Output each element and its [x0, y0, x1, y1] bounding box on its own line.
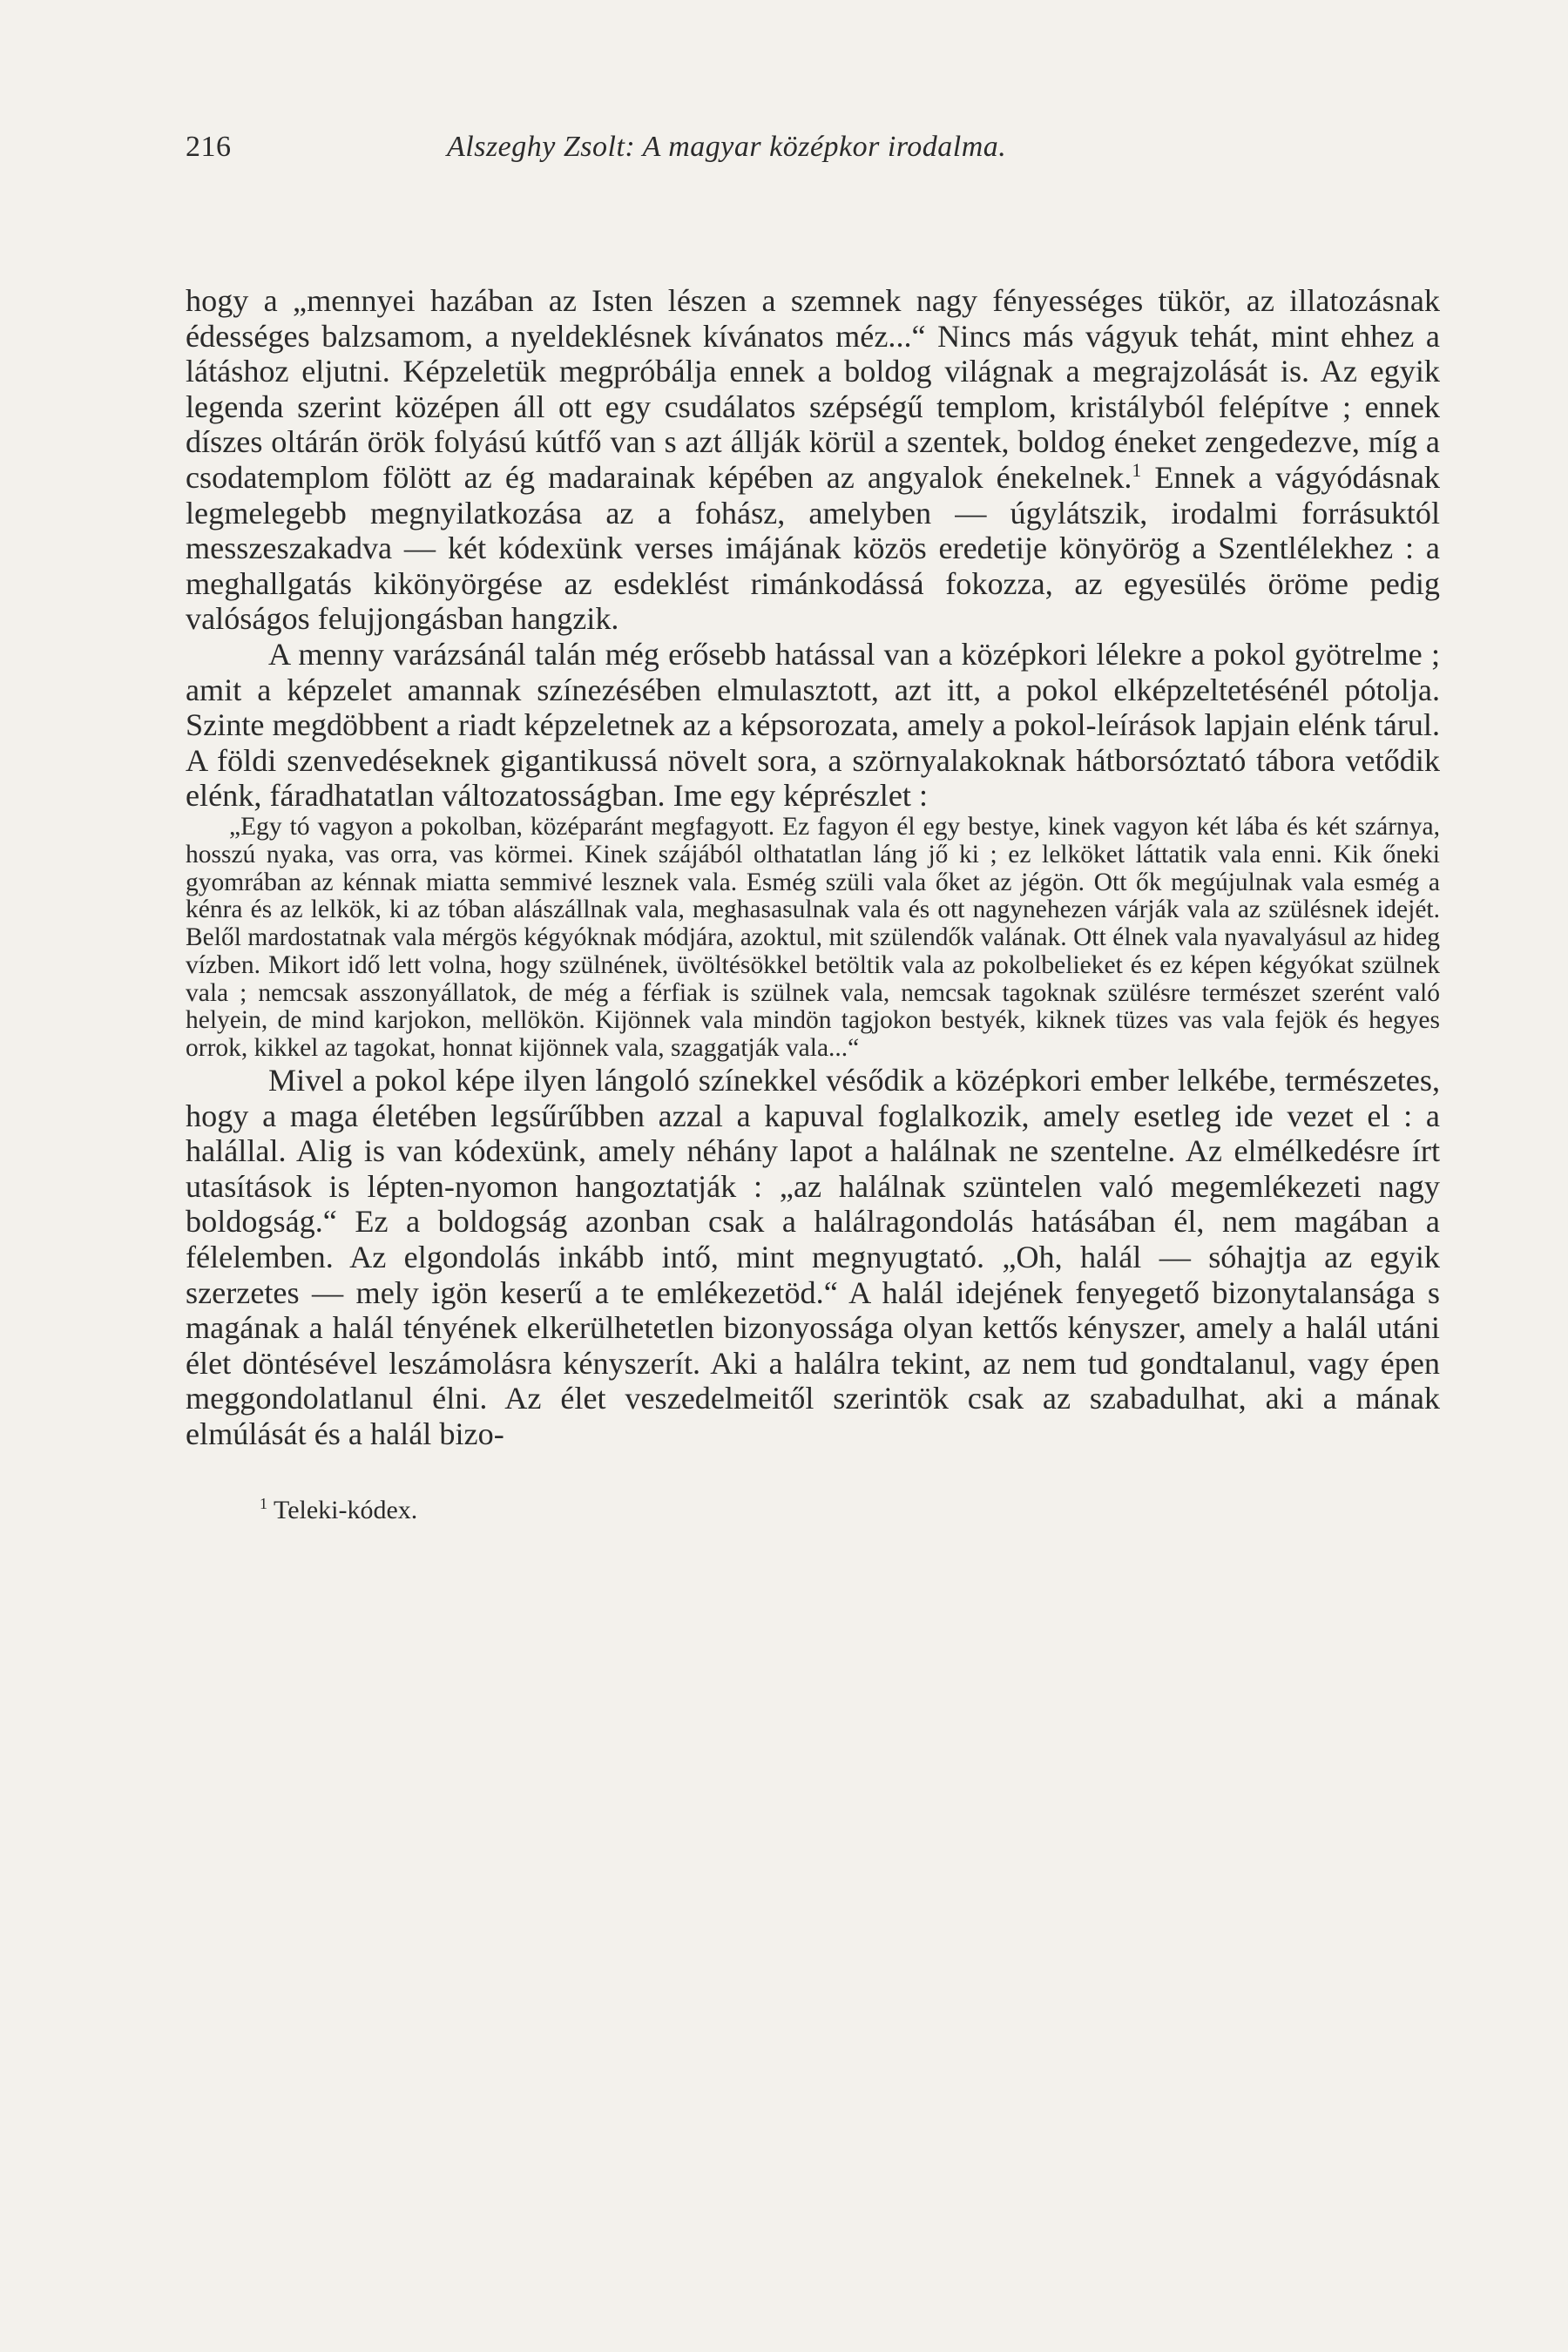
block-quote: „Egy tó vagyon a pokolban, középaránt megfagyott. Ez fagyon él egy bestye, kinek vagyon két lába és két szárnya, hosszú nyaka, vas orra, vas körmei. Kinek szájából olthatatlan láng jő ki ; ez lelköket láttatik vala enni. Kik őneki gyomrában az kénnak miatta semmivé lesznek vala. Esmég szüli vala őket az jégön. Ott ők megújulnak vala esmég a kénra és az lelkök, ki az tóban alászállnak vala, meghasasulnak vala és ott nagynehezen várják vala az szülésnek idejét. Belől mardostatnak vala mérgös kégyóknak módjára, azoktul, mit szülendők valának. Ott élnek vala nyavalyásul az hideg vízben. Mikort idő lett volna, hogy szülnének, üvöltésökkel betöltik vala az pokolbelieket és ez képen kégyókat szülnek vala ; nemcsak asszonyállatok, de még a férfiak is szülnek vala, nemcsak tagoknak szülésre természet szerént való helyein, de mind karjokon, mellökön. Kijönnek vala mindön tagjokon bestyék, kiknek tüzes vas vala fejök és hegyes orrok, kikkel az tagokat, honnat kijönnek vala, szaggatják vala...“	[186, 812, 1440, 1063]
paragraph-3: Mivel a pokol képe ilyen lángoló színekkel vésődik a középkori ember lelkébe, természetes, hogy a maga életében legsűrűbben azzal a kapuval foglalkozik, amely esetleg ide vezet el : a halállal. Alig is van kódexünk, amely néhány lapot a halálnak ne szentelne. Az elmélkedésre írt utasítások is lépten-nyomon hangoztatják : „az halálnak szüntelen való megemlékezeti nagy boldogság.“ Ez a boldogság azonban csak a halálragondolás hatásában él, nem magában a félelemben. Az elgondolás inkább intő, mint megnyugtató. „Oh, halál — sóhajtja az egyik szerzetes — mely igön keserű a te emlékezetöd.“ A halál idejének fenyegető bizonytalansága s magának a halál tényének elkerülhetetlen bizonyossága olyan kettős kényszer, amely a halál utáni élet döntésével leszámolásra kényszerít. Aki a halálra tekint, az nem tud gondtalanul, vagy épen meggondolatlanul élni. Az élet veszedelmeitől szerintök csak az szabadulhat, aki a mának elmúlását és a halál bizo-	[186, 1063, 1440, 1452]
footnote-reference: 1	[1132, 459, 1142, 481]
paragraph-1-continuation: Ennek a vágyódásnak legmelegebb megnyilatkozása az a fohász, amelyben — úgylátszik, irodalmi forrásuktól messzeszakadva — két kódexünk verses imájának közös eredetije könyörög a Szentlélekhez : a meghallgatás kikönyörgése az esdeklést rimánkodássá fokozza, az egyesülés öröme pedig valóságos felujjongásban hangzik.	[186, 459, 1441, 637]
footnote-text: Teleki-kódex.	[273, 1495, 418, 1524]
paragraph-2: A menny varázsánál talán még erősebb hatással van a középkori lélekre a pokol gyötrelme ; amit a képzelet amannak színezésében elmulasztott, azt itt, a pokol elképzeltetésénél pótolja. Szinte megdöbbent a riadt képzeletnek az a képsorozata, amely a pokol-leírások lapjain elénk tárul. A földi szenvedéseknek gigantikussá növelt sora, a szörnyalakoknak hátborsóztató tábora vetődik elénk, fáradhatatlan változatosságban. Ime egy képrészlet :	[186, 636, 1440, 814]
paragraph-1-text: hogy a „mennyei hazában az Isten lészen a szemnek nagy fényességes tükör, az illatozásnak édességes balzsamom, a nyeldeklésnek kívánatos méz...“ Nincs más vágyuk tehát, mint ehhez a látáshoz eljutni. Képzeletük megpróbálja ennek a boldog világnak a megrajzolását is. Az egyik legenda szerint középen áll ott egy csudálatos szépségű templom, kristályból felépítve ; ennek díszes oltárán örök folyású kútfő van s azt állják körül a szentek, boldog éneket zengedezve, míg a csodatemplom fölött az ég madarainak képében az angyalok énekelnek.	[186, 283, 1440, 495]
book-page	[186, 131, 1440, 1525]
main-text	[186, 283, 1440, 1452]
paragraph-1	[186, 283, 1440, 637]
footnote-marker: 1	[260, 1494, 267, 1512]
running-title: Alszeghy Zsolt: A magyar középkor irodalma.	[447, 131, 1007, 163]
page-header	[186, 131, 1440, 183]
page-number: 216	[186, 131, 232, 163]
footnote	[260, 1496, 1440, 1525]
